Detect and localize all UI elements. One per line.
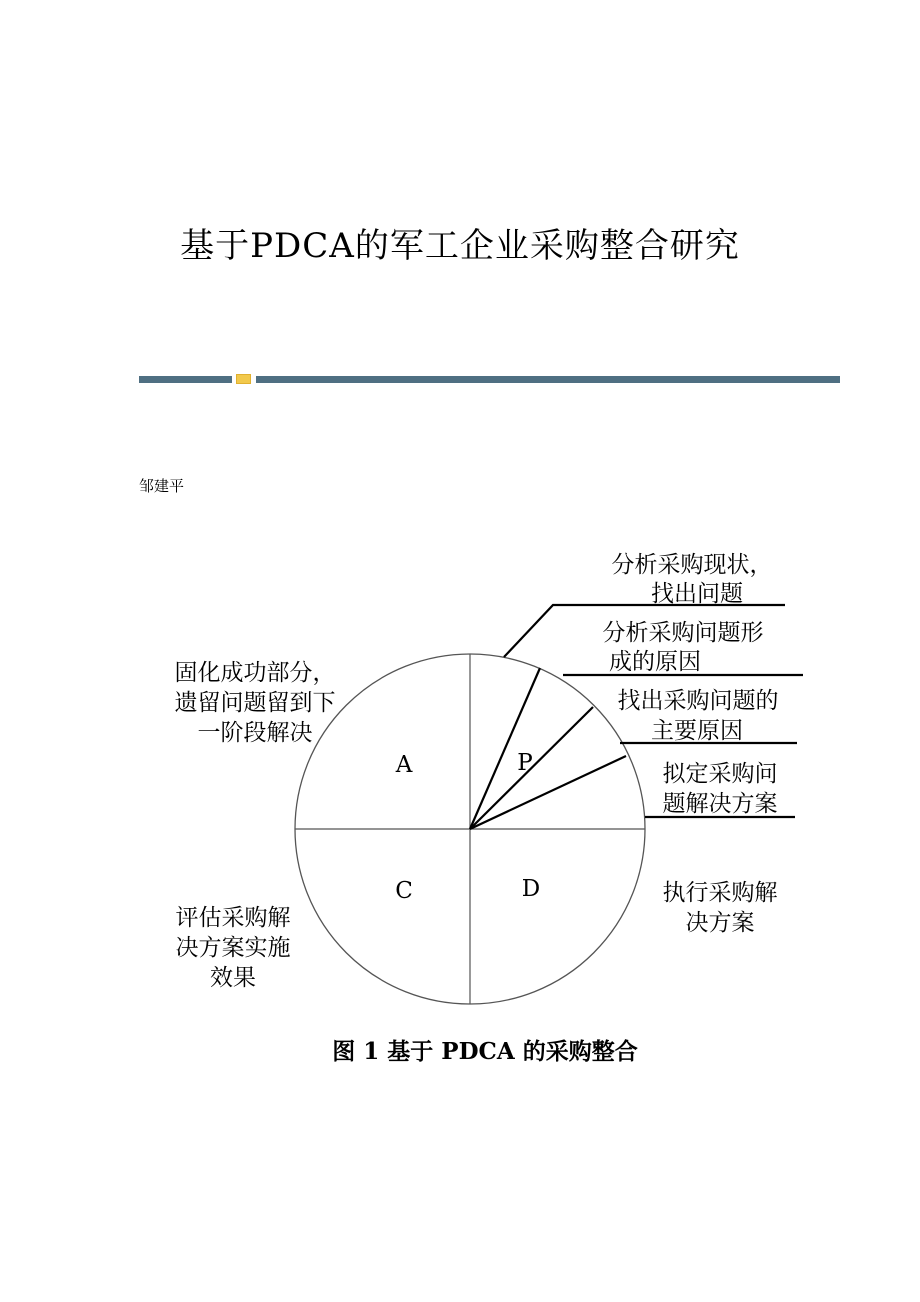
quadrant-c: C <box>395 878 413 904</box>
label-d-line1: 执行采购解 <box>662 880 778 906</box>
quadrant-a: A <box>395 752 413 778</box>
quadrant-d: D <box>521 876 541 902</box>
label-p4-line2: 题解决方案 <box>662 791 778 817</box>
figure-caption: 图 1 基于 PDCA 的采购整合 <box>332 1038 638 1065</box>
label-a-line1: 固化成功部分， <box>174 660 336 686</box>
p-spoke-1 <box>470 668 540 829</box>
quadrant-p: P <box>517 750 533 776</box>
label-a-line2: 遗留问题留到下 <box>174 690 336 716</box>
label-p4-line1: 拟定采购问 <box>662 761 778 787</box>
label-p3-line1: 找出采购问题的 <box>617 688 779 714</box>
label-a-line3: 一阶段解决 <box>197 720 313 746</box>
label-d-line2: 决方案 <box>685 910 755 936</box>
label-c-line1: 评估采购解 <box>175 905 291 931</box>
author: 邹建平 <box>139 477 185 495</box>
label-p2-line1: 分析采购问题形 <box>602 620 764 646</box>
label-c-line3: 效果 <box>210 965 256 991</box>
label-p2-line2: 成的原因 <box>609 649 701 675</box>
label-p1-line2: 找出问题 <box>651 581 743 607</box>
label-c-line2: 决方案实施 <box>175 935 291 961</box>
p-spoke-3 <box>470 756 626 829</box>
label-p1-line1: 分析采购现状， <box>611 552 773 578</box>
label-p3-line2: 主要原因 <box>651 718 743 744</box>
document-title: 基于PDCA的军工企业采购整合研究 <box>180 226 740 266</box>
